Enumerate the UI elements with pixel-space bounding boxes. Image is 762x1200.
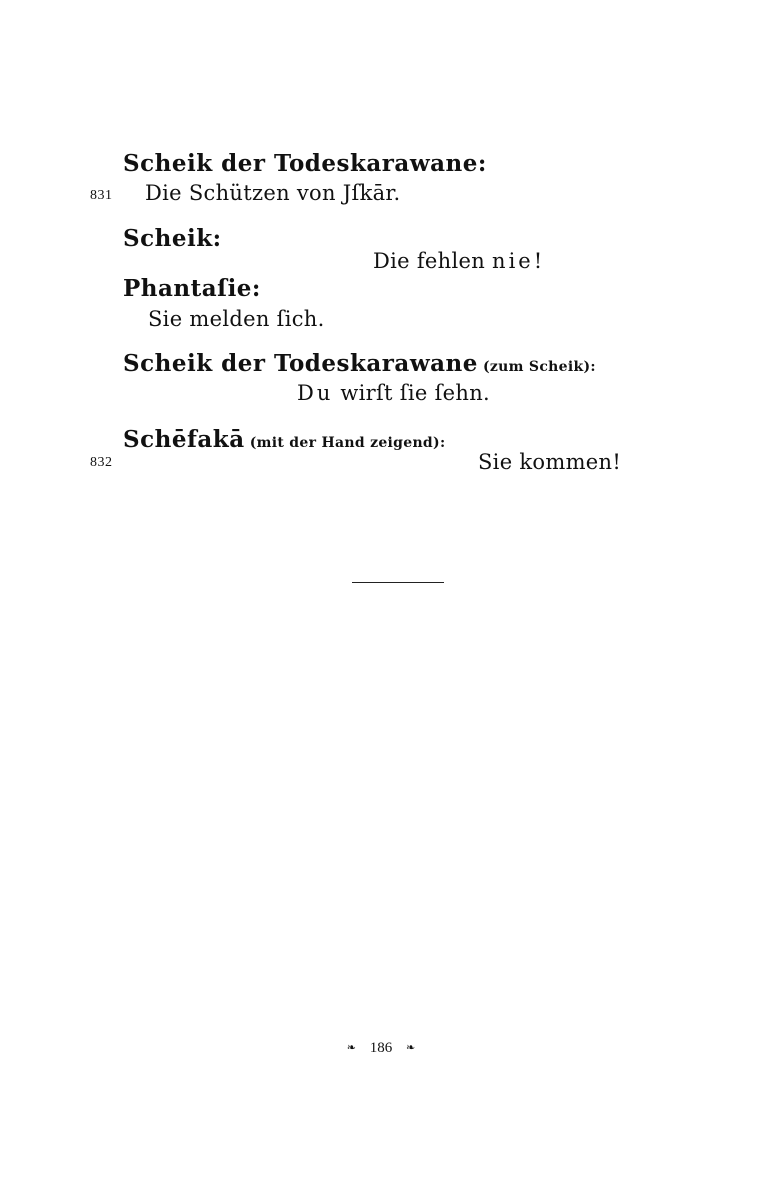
speaker-scheik: Scheik:: [123, 225, 222, 252]
stage-direction: (mit der Hand zeigend):: [249, 435, 446, 451]
verse-line: Sie melden ſich.: [148, 307, 325, 331]
speaker-scheik-der-todeskarawane: Scheik der Todeskarawane: [123, 350, 478, 377]
verse-text: wirſt ſie ſehn.: [340, 381, 490, 405]
speaker-schefaka: Schēfakā: [123, 426, 245, 453]
speaker-scheik-der-todeskarawane: Scheik der Todeskarawane:: [123, 150, 487, 177]
line-number-831: 831: [90, 188, 113, 203]
verse-line: Die Schützen von Jſkār.: [145, 181, 401, 205]
verse-line: [297, 381, 490, 405]
speaker-phantasie: Phantaſie:: [123, 275, 261, 302]
stage-direction: (zum Scheik):: [482, 359, 596, 375]
speaker-line: [123, 426, 445, 453]
section-divider: [352, 582, 444, 583]
verse-line: Sie kommen!: [478, 450, 622, 474]
verse-text-spaced: Du: [297, 381, 334, 405]
page-footer: [0, 1040, 762, 1057]
verse-line: [373, 249, 545, 273]
page-number: 186: [369, 1040, 393, 1056]
ornament-right-icon: ❧: [406, 1042, 416, 1054]
speaker-line: [123, 350, 596, 377]
line-number-832: 832: [90, 455, 113, 470]
verse-text: Die fehlen: [373, 249, 486, 273]
ornament-left-icon: ❧: [346, 1042, 356, 1054]
verse-text-spaced: nie!: [492, 249, 546, 273]
